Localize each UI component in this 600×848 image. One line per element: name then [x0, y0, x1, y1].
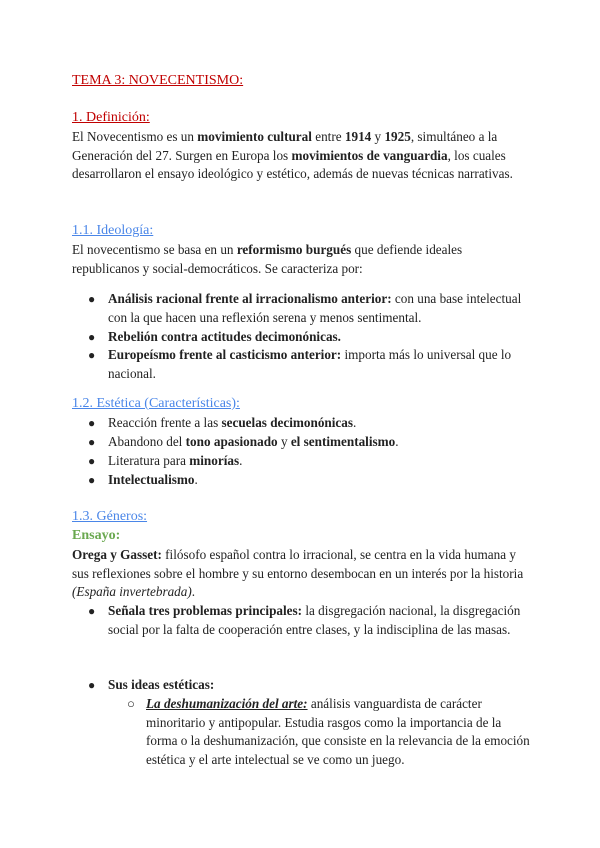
bullet-icon: ●: [88, 416, 96, 430]
list-item: Sus ideas estéticas:: [108, 677, 215, 692]
paragraph-definicion: El Novecentismo es un movimiento cultural entre 1914 y 1925, simultáneo a la Generación del 27. Surgen en Europa los movimientos de vanguardia, los cuales desarrollaron el ensayo ideológico y estético, además de nuevas técnicas narrativas.: [72, 129, 513, 182]
section-heading-estetica: 1.2. Estética (Características):: [72, 396, 240, 411]
list-item: Literatura para minorías.: [108, 453, 243, 468]
paragraph-ortega: Orega y Gasset: filósofo español contra lo irracional, se centra en la vida humana y sus reflexiones sobre el hombre y su entorno desembocan en un interés por la historia (España invertebrada).: [72, 547, 524, 600]
list-item: Reacción frente a las secuelas decimonónicas.: [108, 415, 357, 430]
paragraph-ideologia: El novecentismo se basa en un reformismo burgués que defiende ideales republicanos y social-democráticos. Se caracteriza por:: [72, 242, 463, 276]
list-item: Abandono del tono apasionado y el sentimentalismo.: [108, 434, 399, 449]
bullet-icon: ●: [88, 292, 96, 306]
list-item: Señala tres problemas principales: la disgregación nacional, la disgregación social por la falta de cooperación entre clases, y la indisciplina de las masas.: [108, 603, 521, 637]
list-item: Rebelión contra actitudes decimonónicas.: [108, 329, 341, 344]
section-heading-definicion: 1. Definición:: [72, 110, 150, 125]
circle-bullet-icon: ○: [127, 696, 135, 711]
subheading-ensayo: Ensayo:: [72, 528, 121, 543]
bullet-icon: ●: [88, 473, 96, 487]
bullet-icon: ●: [88, 435, 96, 449]
bullet-icon: ●: [88, 604, 96, 618]
sublist-item: La deshumanización del arte: análisis vanguardista de carácter minoritario y antipopular. Estudia rasgos como la importancia de la forma o la deshumanización, que consiste en la relevancia de la emoción estética y el arte intelectual se ve como un juego.: [146, 696, 530, 767]
bullet-icon: ●: [88, 454, 96, 468]
section-heading-generos: 1.3. Géneros:: [72, 509, 148, 524]
document-title: TEMA 3: NOVECENTISMO:: [72, 73, 244, 88]
bullet-icon: ●: [88, 348, 96, 362]
list-item: Intelectualismo.: [108, 472, 198, 487]
section-heading-ideologia: 1.1. Ideología:: [72, 223, 154, 238]
bullet-icon: ●: [88, 330, 96, 344]
list-item: Análisis racional frente al irracionalismo anterior: con una base intelectual con la que hacen una reflexión serena y menos sentimental.: [108, 291, 522, 325]
list-item: Europeísmo frente al casticismo anterior: importa más lo universal que lo nacional.: [108, 347, 512, 381]
bullet-icon: ●: [88, 678, 96, 692]
